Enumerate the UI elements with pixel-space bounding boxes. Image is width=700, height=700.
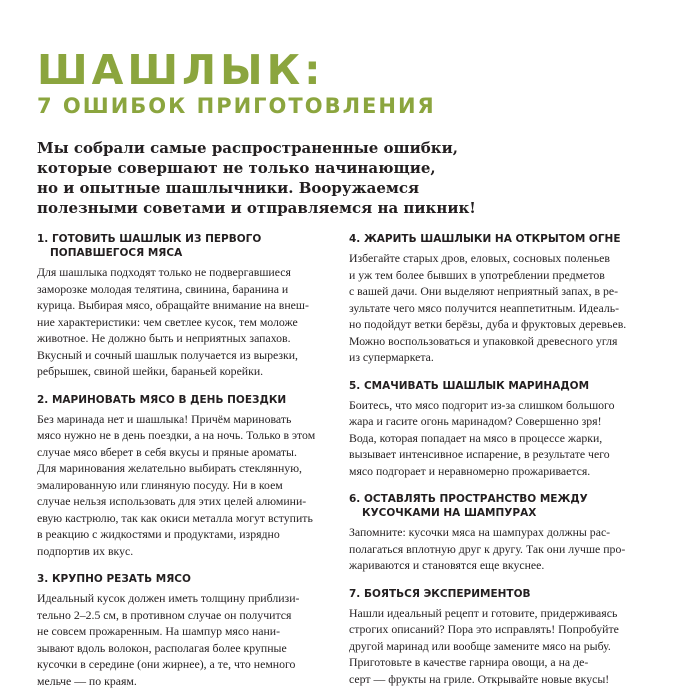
body-line: с вашей дачи. Они выделяют неприятный запах, в ре- xyxy=(349,284,619,298)
body-line: в реакцию с жидкостями и продуктами, изрядно xyxy=(37,527,280,541)
mistake-1-heading xyxy=(37,232,347,260)
intro-line: которые совершают не только начинающие, xyxy=(37,159,436,177)
heading-line: КУСОЧКАМИ НА ШАМПУРАХ xyxy=(362,507,537,519)
mistake-2 xyxy=(37,393,347,560)
body-line: заморозке молодая телятина, свинина, баранина и xyxy=(37,281,289,296)
mistake-3-body xyxy=(37,590,347,689)
body-line: случае нельзя использовать для этих целей алюмини- xyxy=(37,494,307,508)
mistake-6 xyxy=(349,492,659,574)
mistake-4-heading xyxy=(349,232,659,246)
body-line: мясо подгорает и неравномерно прожаривается. xyxy=(349,463,591,478)
mistake-2-heading xyxy=(37,393,347,407)
body-line: Нашли идеальный рецепт и готовите, придерживаясь xyxy=(349,605,618,620)
body-line: Для шашлыка подходят только не подвергавшиеся xyxy=(37,265,291,279)
mistake-5 xyxy=(349,379,659,480)
intro-line: Мы собрали самые распространенные ошибки, xyxy=(37,139,458,157)
mistake-5-heading xyxy=(349,379,659,393)
heading-line: 1. ГОТОВИТЬ ШАШЛЫК ИЗ ПЕРВОГО xyxy=(37,233,262,245)
body-line: эмалированную или глиняную посуду. Ни в коем xyxy=(37,477,283,492)
body-line: серт — фрукты на гриле. Открывайте новые вкусы! xyxy=(349,671,610,686)
body-line: мельче — по краям. xyxy=(37,673,137,688)
body-line: евую кастрюлю, так как окиси металла могут вступить xyxy=(37,510,313,525)
mistake-6-heading xyxy=(349,492,659,520)
mistake-7 xyxy=(349,587,659,688)
heading-line: 3. КРУПНО РЕЗАТЬ МЯСО xyxy=(37,573,191,585)
body-line: зультате чего мясо получится неаппетитным. Идеаль- xyxy=(349,300,620,315)
body-line: полагаться вплотную друг к другу. Так они лучше про- xyxy=(349,541,626,556)
heading-line: 5. СМАЧИВАТЬ ШАШЛЫК МАРИНАДОМ xyxy=(349,379,590,392)
body-line: ребрышек, свиной шейки, бараньей корейки. xyxy=(37,364,264,378)
intro-line: полезными советами и отправляемся на пикник! xyxy=(37,199,476,217)
left-column xyxy=(37,232,347,689)
body-line: но подойдут ветки берёзы, дуба и фруктовых деревьев. xyxy=(349,317,627,331)
body-line: из супермаркета. xyxy=(349,350,434,364)
body-line: не совсем прожаренным. На шампур мясо нани- xyxy=(37,624,281,638)
body-line: жариваются и становятся еще вкуснее. xyxy=(349,558,545,572)
heading-line: 2. МАРИНОВАТЬ МЯСО В ДЕНЬ ПОЕЗДКИ xyxy=(37,393,287,406)
body-line: Запомните: кусочки мяса на шампурах должны рас- xyxy=(349,525,611,539)
body-line: Для маринования желательно выбирать стеклянную, xyxy=(37,461,302,475)
mistake-7-body xyxy=(349,605,659,688)
body-line: кусочки в середине (они жирнее), а те, что немного xyxy=(37,657,296,671)
body-line: Можно воспользоваться и упаковкой древесного угля xyxy=(349,333,618,348)
heading-line: 6. ОСТАВЛЯТЬ ПРОСТРАНСТВО МЕЖДУ xyxy=(349,493,588,505)
mistake-4 xyxy=(349,232,659,366)
mistake-3 xyxy=(37,572,347,689)
body-line: мясо нужно не в день поездки, а на ночь. Только в этом xyxy=(37,428,316,442)
heading-line: 4. ЖАРИТЬ ШАШЛЫКИ НА ОТКРЫТОМ ОГНЕ xyxy=(349,233,621,245)
body-line: Боитесь, что мясо подгорит из-за слишком большого xyxy=(349,397,615,412)
body-line: курица. Выбирая мясо, обращайте внимание на внеш- xyxy=(37,298,309,312)
body-line: и уж тем более бывших в употреблении предметов xyxy=(349,267,605,282)
intro-line: но и опытные шашлычники. Вооружаемся xyxy=(37,179,420,197)
body-line: жара и гасите огонь маринадом? Совершенно зря! xyxy=(349,414,602,428)
body-line: зывают вдоль волокон, располагая более крупные xyxy=(37,640,287,655)
body-line: Идеальный кусок должен иметь толщину приблизи- xyxy=(37,591,300,605)
heading-line: 7. БОЯТЬСЯ ЭКСПЕРИМЕНТОВ xyxy=(349,587,531,600)
body-line: случае мясо вберет в себя вкусы и пряные ароматы. xyxy=(37,444,297,459)
mistake-1 xyxy=(37,232,347,380)
body-line: ние характеристики: чем светлее кусок, тем моложе xyxy=(37,314,298,329)
body-line: животное. Не должно быть и неприятных запахов. xyxy=(37,331,291,345)
body-line: другой маринад или вообще замените мясо на рыбу. xyxy=(349,638,611,653)
page-subtitle: 7 ОШИБОК ПРИГОТОВЛЕНИЯ xyxy=(37,94,436,118)
body-line: Избегайте старых дров, еловых, сосновых поленьев xyxy=(349,251,610,265)
body-line: тельно 2–2.5 см, в противном случае он получится xyxy=(37,607,292,622)
mistake-1-body xyxy=(37,264,347,380)
mistake-6-body xyxy=(349,524,659,574)
body-line: вызывает интенсивное испарение, в результате чего xyxy=(349,447,610,461)
right-column xyxy=(349,232,659,687)
mistake-3-heading xyxy=(37,572,347,586)
body-line: Без маринада нет и шашлыка! Причём мариновать xyxy=(37,411,292,426)
heading-line: ПОПАВШЕГОСЯ МЯСА xyxy=(50,247,183,259)
intro-paragraph xyxy=(37,138,677,218)
body-line: подпортив их вкус. xyxy=(37,543,134,558)
mistake-7-heading xyxy=(349,587,659,601)
body-line: Приготовьте в качестве гарнира овощи, а на де- xyxy=(349,655,589,669)
mistake-2-body xyxy=(37,411,347,560)
body-line: строгих описаний? Пора это исправлять! Попробуйте xyxy=(349,622,619,636)
body-line: Вода, которая попадает на мясо в процессе жарки, xyxy=(349,430,603,445)
mistake-4-body xyxy=(349,250,659,366)
page-title: ШАШЛЫК: xyxy=(37,46,325,94)
body-line: Вкусный и сочный шашлык получается из вырезки, xyxy=(37,347,299,362)
mistake-5-body xyxy=(349,397,659,480)
